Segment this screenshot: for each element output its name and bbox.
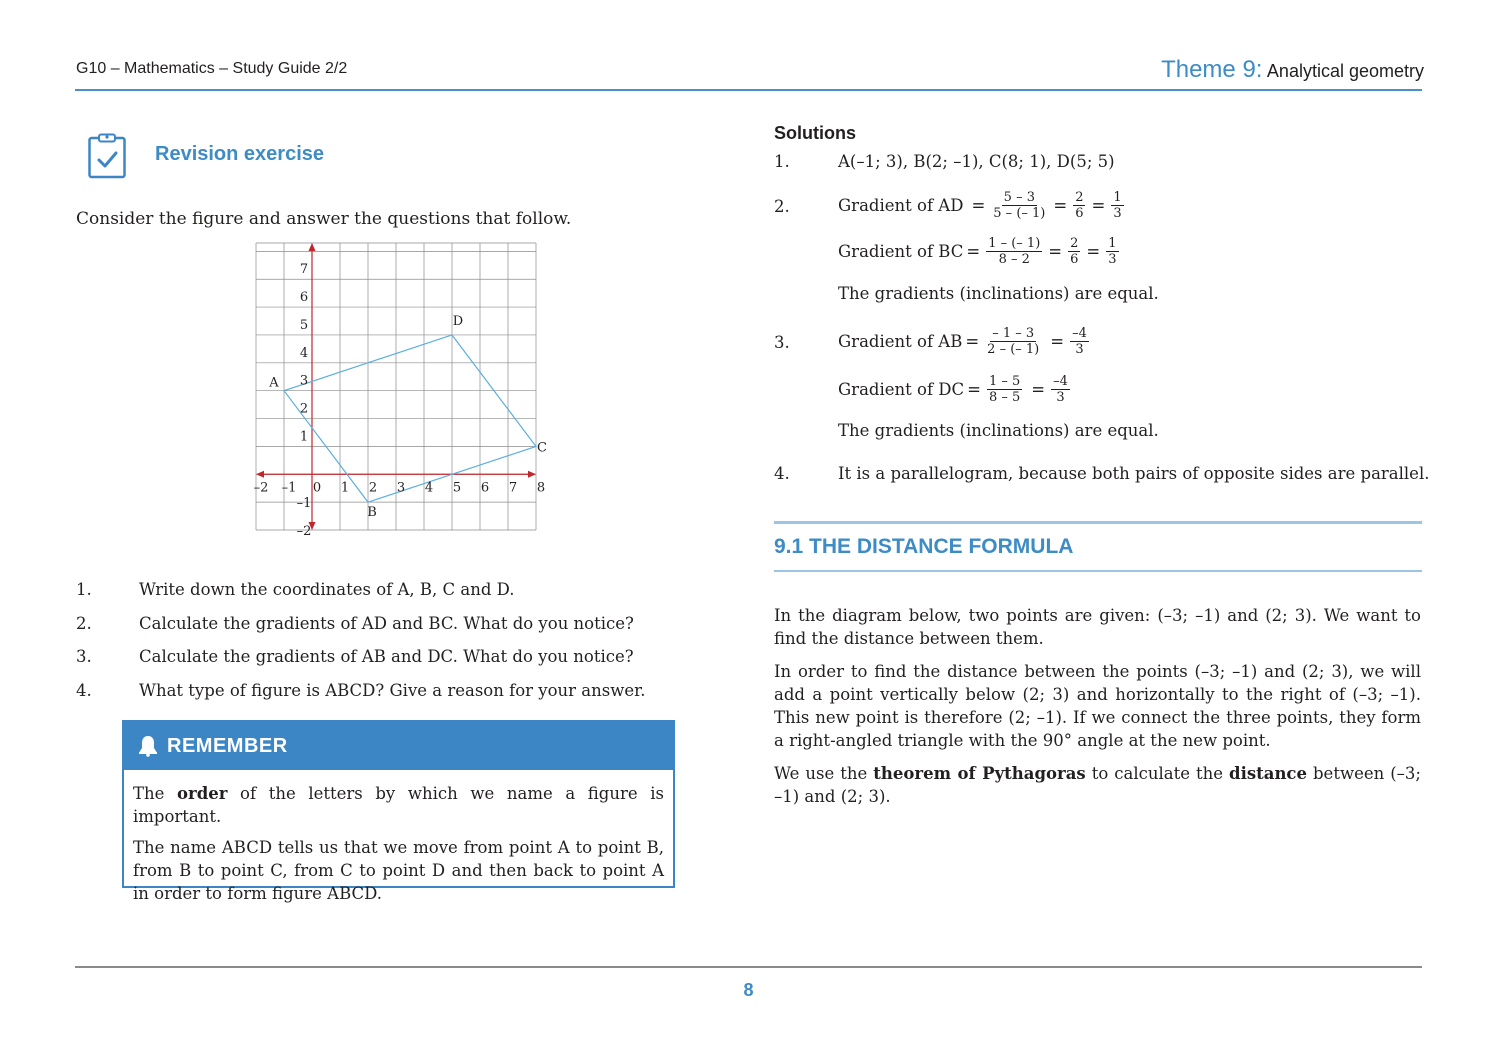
solutions-title: Solutions bbox=[774, 123, 856, 143]
x-tick-label: 6 bbox=[480, 480, 490, 496]
question-item: 1. Write down the coordinates of A, B, C and D. bbox=[76, 580, 515, 599]
x-tick-label: 8 bbox=[536, 480, 546, 496]
theme-label: Theme 9: bbox=[1161, 56, 1263, 83]
point-label: C bbox=[537, 440, 547, 456]
x-tick-label: 7 bbox=[508, 480, 518, 496]
revision-title: Revision exercise bbox=[155, 143, 324, 165]
section-rule-bottom bbox=[774, 570, 1422, 572]
section-paragraph-3: We use the theorem of Pythagoras to calculate the distance between (–3; –1) and (2; 3). bbox=[774, 764, 1421, 806]
theme-subtitle: Analytical geometry bbox=[1266, 61, 1424, 81]
y-tick-label: –1 bbox=[296, 496, 312, 512]
question-item: 3. Calculate the gradients of AB and DC. What do you notice? bbox=[76, 647, 634, 666]
y-tick-label: 2 bbox=[299, 401, 309, 417]
y-tick-label: 7 bbox=[299, 262, 309, 278]
header-rule bbox=[75, 89, 1422, 91]
x-tick-label: 1 bbox=[340, 480, 350, 496]
x-tick-label: 3 bbox=[396, 480, 406, 496]
question-item: 2. Calculate the gradients of AD and BC. What do you notice? bbox=[76, 613, 634, 633]
clipboard-check-icon bbox=[88, 133, 126, 179]
section-rule-top bbox=[774, 521, 1422, 524]
y-tick-label: 1 bbox=[299, 429, 309, 445]
point-label: A bbox=[269, 375, 279, 391]
remember-title: REMEMBER bbox=[167, 734, 288, 757]
x-tick-label: 4 bbox=[424, 480, 434, 496]
point-label: D bbox=[452, 313, 464, 329]
remember-text-2: The name ABCD tells us that we move from point A to point B, from B to point C, from C to point D and then back to point A in order to form figure ABCD. bbox=[133, 838, 664, 903]
y-axis-arrow-up bbox=[309, 243, 316, 251]
theme-header bbox=[1161, 56, 1424, 84]
y-tick-label: –2 bbox=[296, 524, 312, 539]
page-number: 8 bbox=[743, 980, 754, 1000]
x-tick-label: 0 bbox=[312, 480, 322, 496]
y-tick-label: 5 bbox=[299, 317, 309, 333]
y-tick-label: 6 bbox=[299, 290, 309, 306]
section-paragraph-2: In order to find the distance between the points (–3; –1) and (2; 3), we will add a point vertically below (2; 3) and horizontally to the right of (–3; –1). This new point is therefore (2; –1). If we connect the three points, they form a right-angled triangle with the 90° angle at the new point. bbox=[774, 662, 1421, 750]
coordinate-figure bbox=[250, 240, 550, 558]
y-tick-label: 3 bbox=[299, 373, 309, 389]
question-list bbox=[76, 580, 656, 714]
x-axis-arrow-left bbox=[256, 471, 264, 478]
section-title: 9.1 THE DISTANCE FORMULA bbox=[774, 535, 1074, 558]
y-tick-label: 4 bbox=[299, 345, 309, 361]
section-paragraph-1: In the diagram below, two points are given: (–3; –1) and (2; 3). We want to find the distance between them. bbox=[774, 606, 1421, 648]
bell-icon bbox=[138, 735, 158, 757]
remember-header bbox=[124, 722, 673, 770]
x-axis-arrow-right bbox=[528, 471, 536, 478]
running-header: G10 – Mathematics – Study Guide 2/2 bbox=[76, 60, 348, 77]
x-tick-label: –2 bbox=[253, 480, 269, 496]
revision-intro: Consider the figure and answer the questions that follow. bbox=[76, 209, 572, 229]
remember-text-1: The order of the letters by which we name a figure is important. bbox=[133, 784, 664, 826]
x-tick-label: 2 bbox=[368, 480, 378, 496]
x-tick-label: –1 bbox=[281, 480, 297, 496]
x-tick-label: 5 bbox=[452, 480, 462, 496]
point-label: B bbox=[367, 505, 377, 521]
question-item: 4. What type of figure is ABCD? Give a reason for your answer. bbox=[76, 680, 646, 700]
footer-rule bbox=[75, 966, 1422, 968]
remember-box bbox=[122, 720, 675, 903]
